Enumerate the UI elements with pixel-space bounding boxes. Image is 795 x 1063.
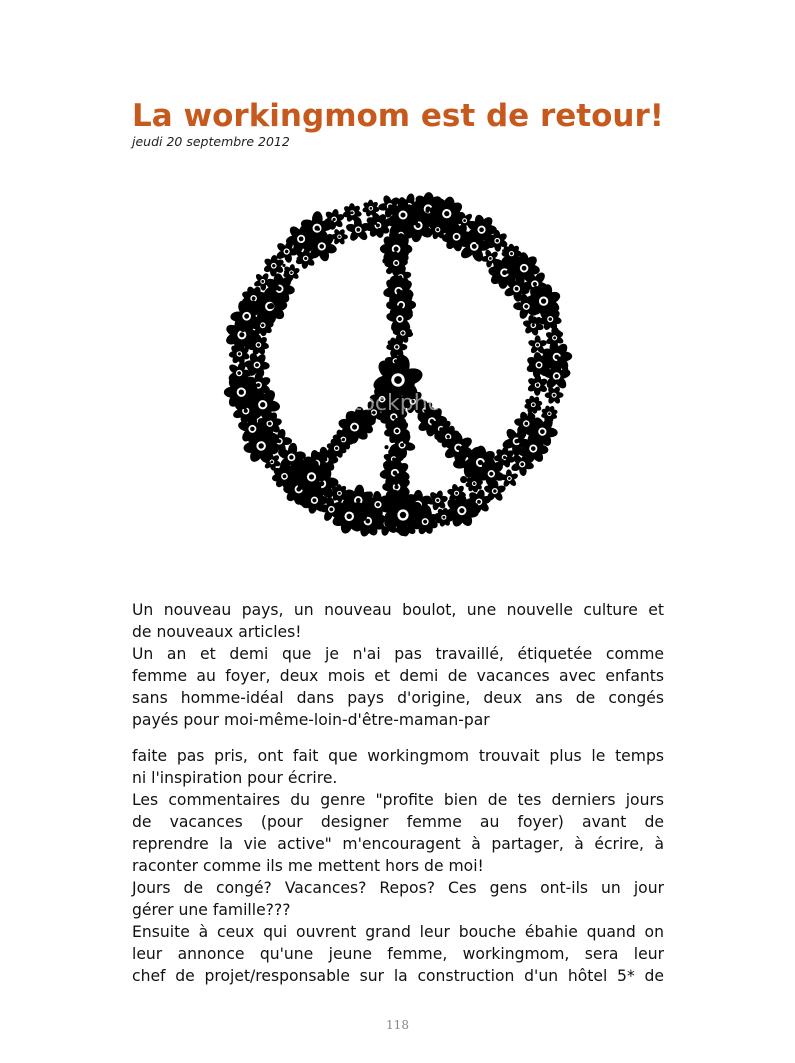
peace-symbol-flowers-icon xyxy=(218,185,578,545)
flower-cluster xyxy=(218,185,577,542)
text-line: chef de projet/responsable sur la construction d'un hôtel 5* de xyxy=(132,967,664,985)
text-line: leur annonce qu'une jeune femme, workingmom, sera leur xyxy=(132,945,664,963)
article-title: La workingmom est de retour! xyxy=(132,98,664,134)
article-date: jeudi 20 septembre 2012 xyxy=(132,134,290,149)
peace-symbol-image xyxy=(218,185,578,545)
text-line: de nouveaux articles! xyxy=(132,623,302,641)
text-line: gérer une famille??? xyxy=(132,901,291,919)
text-line: reprendre la vie active" m'encouragent à partager, à écrire, à xyxy=(132,835,664,853)
text-line: Un nouveau pays, un nouveau boulot, une nouvelle culture et xyxy=(132,601,664,619)
text-line: sans homme-idéal dans pays d'origine, deux ans de congés xyxy=(132,689,664,707)
page-number: 118 xyxy=(386,1018,409,1032)
text-line: Jours de congé? Vacances? Repos? Ces gens ont-ils un jour xyxy=(132,879,664,897)
text-line: ni l'inspiration pour écrire. xyxy=(132,769,338,787)
text-line: de vacances (pour designer femme au foyer) avant de xyxy=(132,813,664,831)
text-line: faite pas pris, ont fait que workingmom trouvait plus le temps xyxy=(132,747,664,765)
text-line: Les commentaires du genre "profite bien de tes derniers jours xyxy=(132,791,664,809)
text-block-2 xyxy=(132,745,664,987)
text-line: Ensuite à ceux qui ouvrent grand leur bouche ébahie quand on xyxy=(132,923,664,941)
watermark-text: iStockphoto xyxy=(332,391,464,416)
text-line: Un an et demi que je n'ai pas travaillé, étiquetée comme xyxy=(132,645,664,663)
text-line: femme au foyer, deux mois et demi de vacances avec enfants xyxy=(132,667,664,685)
text-line: raconter comme ils me mettent hors de moi! xyxy=(132,857,484,875)
text-line: payés pour moi-même-loin-d'être-maman-par xyxy=(132,711,490,729)
text-block-1 xyxy=(132,599,664,731)
